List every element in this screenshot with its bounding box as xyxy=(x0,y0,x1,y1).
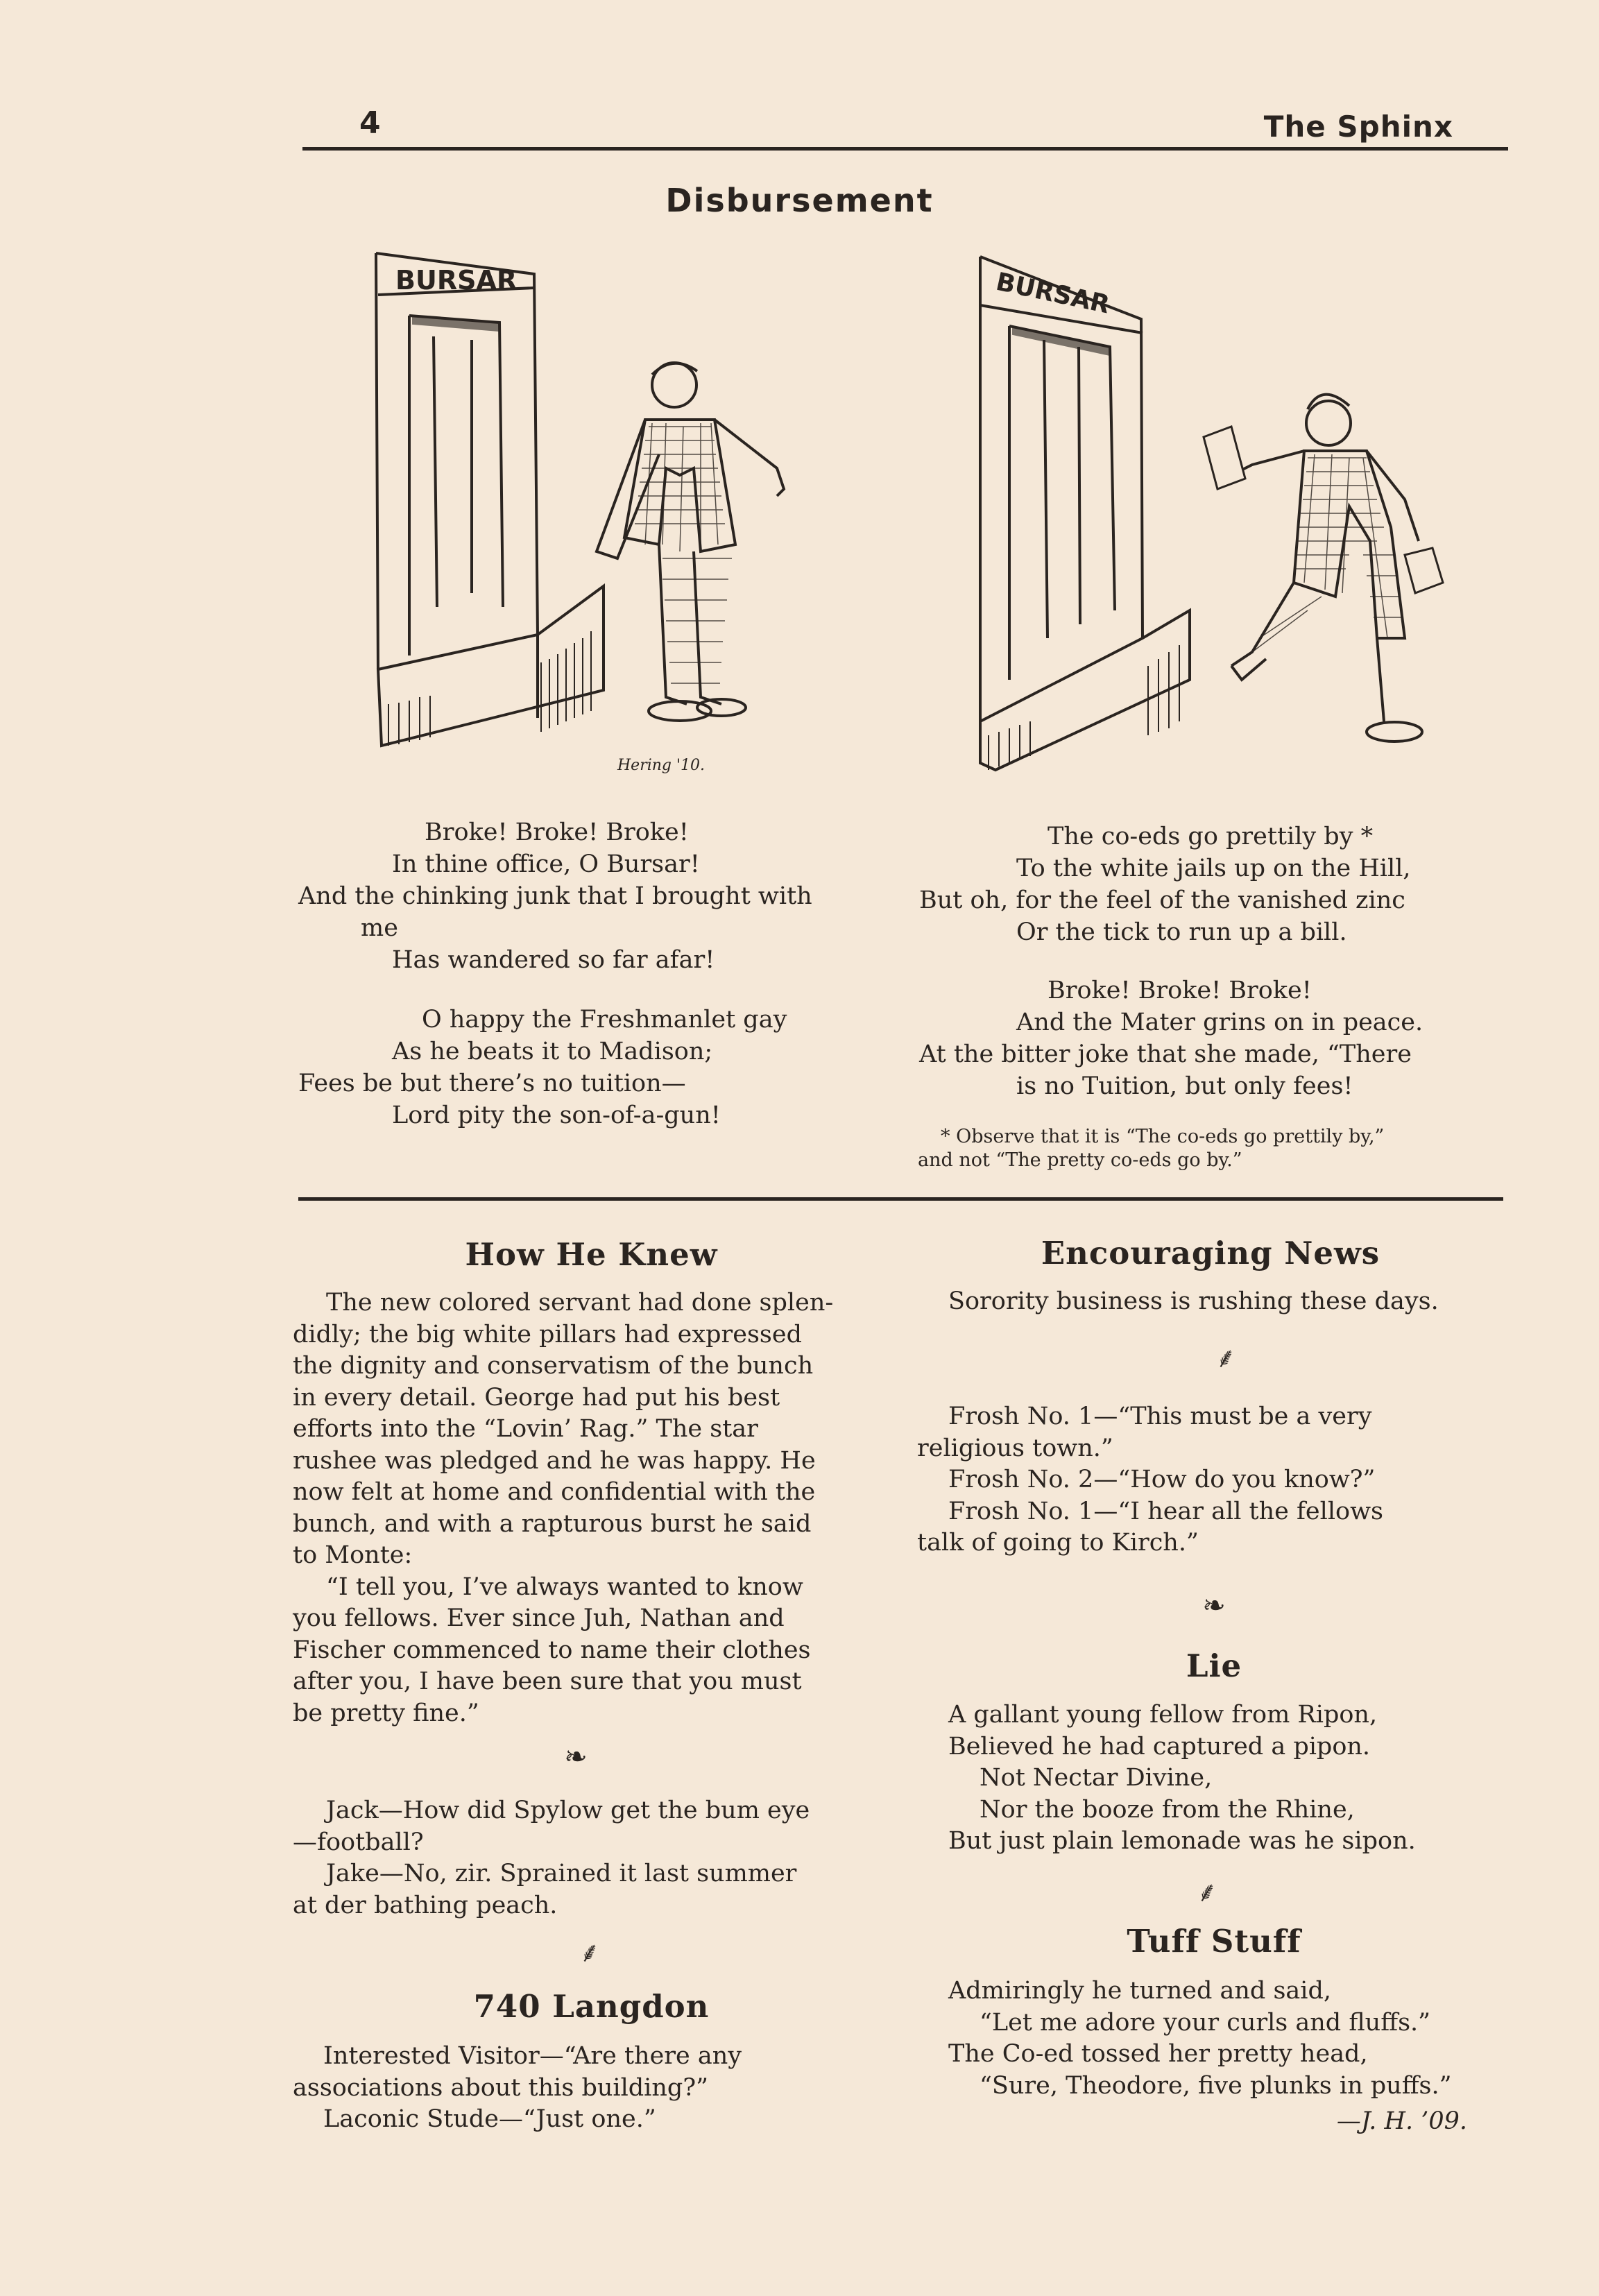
poem-line: To the white jails up on the Hill, xyxy=(1016,855,1411,882)
text-line: now felt at home and confidential with the xyxy=(293,1478,816,1506)
text-line: in every detail. George had put his best xyxy=(293,1383,780,1412)
text-line: Fischer commenced to name their clothes xyxy=(293,1636,811,1664)
text-line: Frosh No. 2—“How do you know?” xyxy=(948,1466,1376,1493)
poem-line: Fees be but there’s no tuition— xyxy=(298,1070,686,1097)
text-line: But just plain lemonade was he sipon. xyxy=(948,1827,1416,1855)
poem-line: Lord pity the son-of-a-gun! xyxy=(392,1102,721,1129)
text-line: “I tell you, I’ve always wanted to know xyxy=(326,1573,803,1601)
text-line: talk of going to Kirch.” xyxy=(917,1529,1199,1557)
poem-line: Broke! Broke! Broke! xyxy=(425,819,689,846)
how-he-knew-body xyxy=(293,1287,833,1729)
text-line: after you, I have been sure that you must xyxy=(293,1668,802,1695)
text-line: be pretty fine.” xyxy=(293,1699,479,1727)
leaf-ornament: ⸙ xyxy=(579,1937,600,1969)
text-line: associations about this building?” xyxy=(293,2073,708,2102)
text-line: Interested Visitor—“Are there any xyxy=(323,2042,742,2070)
footnote xyxy=(918,1125,1384,1172)
text-line: Believed he had captured a pipon. xyxy=(948,1732,1371,1760)
right-poem xyxy=(919,821,1423,1102)
tuff-stuff-poem xyxy=(948,1976,1452,2102)
frosh-dialogue xyxy=(917,1401,1383,1559)
fleuron-ornament: ❧ xyxy=(564,1741,588,1773)
poem-line: At the bitter joke that she made, “There xyxy=(919,1040,1412,1068)
jack-jake-dialogue xyxy=(293,1795,810,1921)
section-rule xyxy=(298,1197,1503,1201)
text-line: to Monte: xyxy=(293,1541,413,1569)
text-line: bunch, and with a rapturous burst he said xyxy=(293,1509,812,1538)
text-line: “Sure, Theodore, five plunks in puffs.” xyxy=(980,2071,1452,2100)
text-line: “Let me adore your curls and fluffs.” xyxy=(980,2008,1431,2037)
text-line: Nor the booze from the Rhine, xyxy=(980,1795,1355,1824)
text-line: Admiringly he turned and said, xyxy=(948,1977,1332,2005)
poem-line: In thine office, O Bursar! xyxy=(392,850,700,878)
text-line: you fellows. Ever since Juh, Nathan and xyxy=(293,1604,785,1632)
poem-line: O happy the Freshmanlet gay xyxy=(422,1006,787,1034)
poem-line: And the chinking junk that I brought with xyxy=(298,882,812,910)
text-line: didly; the big white pillars had expressed xyxy=(293,1320,803,1348)
author-signature: —J. H. ’09. xyxy=(1336,2107,1467,2135)
leaf-ornament: ⸙ xyxy=(1215,1342,1236,1374)
text-line: at der bathing peach. xyxy=(293,1891,558,1919)
how-he-knew-title: How He Knew xyxy=(465,1236,718,1273)
encouraging-news-title: Encouraging News xyxy=(1041,1235,1380,1271)
fleuron-ornament: ❧ xyxy=(1202,1590,1226,1622)
text-line: Frosh No. 1—“This must be a very xyxy=(948,1403,1372,1430)
tuff-stuff-title: Tuff Stuff xyxy=(1127,1923,1301,1960)
text-line: Jack—How did Spylow get the bum eye xyxy=(326,1797,810,1824)
poem-line: The co-eds go prettily by * xyxy=(1048,823,1374,850)
leaf-ornament: ⸙ xyxy=(1197,1876,1217,1908)
text-line: Jake—No, zir. Sprained it last summer xyxy=(326,1860,797,1887)
page-number: 4 xyxy=(359,105,381,141)
poem-line: And the Mater grins on in peace. xyxy=(1016,1009,1423,1036)
langdon-body xyxy=(293,2041,742,2136)
poem-line: is no Tuition, but only fees! xyxy=(1016,1072,1353,1100)
right-bursar-sign: BURSAR xyxy=(993,267,1112,320)
left-cartoon-illustration xyxy=(368,246,839,787)
poem-line: Has wandered so far afar! xyxy=(392,946,715,974)
footnote-line: and not “The pretty co-eds go by.” xyxy=(918,1149,1242,1171)
text-line: A gallant young fellow from Ripon, xyxy=(948,1701,1378,1729)
right-cartoon-illustration xyxy=(961,250,1474,777)
lie-limerick xyxy=(948,1699,1416,1858)
text-line: The new colored servant had done splen- xyxy=(326,1289,834,1317)
left-poem xyxy=(298,816,812,1131)
poem-line: me xyxy=(361,914,398,942)
footnote-line: * Observe that it is “The co-eds go prettily by,” xyxy=(941,1126,1385,1147)
disbursement-title: Disbursement xyxy=(665,182,934,219)
text-line: rushee was pledged and he was happy. He xyxy=(293,1446,816,1475)
poem-line: Broke! Broke! Broke! xyxy=(1048,977,1312,1004)
poem-line: As he beats it to Madison; xyxy=(392,1038,713,1065)
langdon-title: 740 Langdon xyxy=(473,1988,710,2025)
text-line: Laconic Stude—“Just one.” xyxy=(323,2105,656,2133)
poem-line: Or the tick to run up a bill. xyxy=(1016,918,1347,946)
artist-signature: Hering '10. xyxy=(617,757,706,774)
header-rule xyxy=(302,147,1508,151)
text-line: the dignity and conservatism of the bunch xyxy=(293,1352,814,1380)
encouraging-news-intro: Sorority business is rushing these days. xyxy=(948,1287,1439,1315)
magazine-title: The Sphinx xyxy=(1263,110,1453,144)
left-bursar-sign: BURSAR xyxy=(395,265,518,295)
text-line: efforts into the “Lovin’ Rag.” The star xyxy=(293,1415,758,1443)
lie-title: Lie xyxy=(1186,1647,1242,1684)
text-line: Not Nectar Divine, xyxy=(980,1764,1213,1792)
text-line: —football? xyxy=(293,1828,424,1856)
text-line: Frosh No. 1—“I hear all the fellows xyxy=(948,1497,1384,1525)
text-line: The Co-ed tossed her pretty head, xyxy=(948,2040,1368,2068)
poem-line: But oh, for the feel of the vanished zinc xyxy=(919,886,1405,914)
text-line: religious town.” xyxy=(917,1434,1113,1462)
